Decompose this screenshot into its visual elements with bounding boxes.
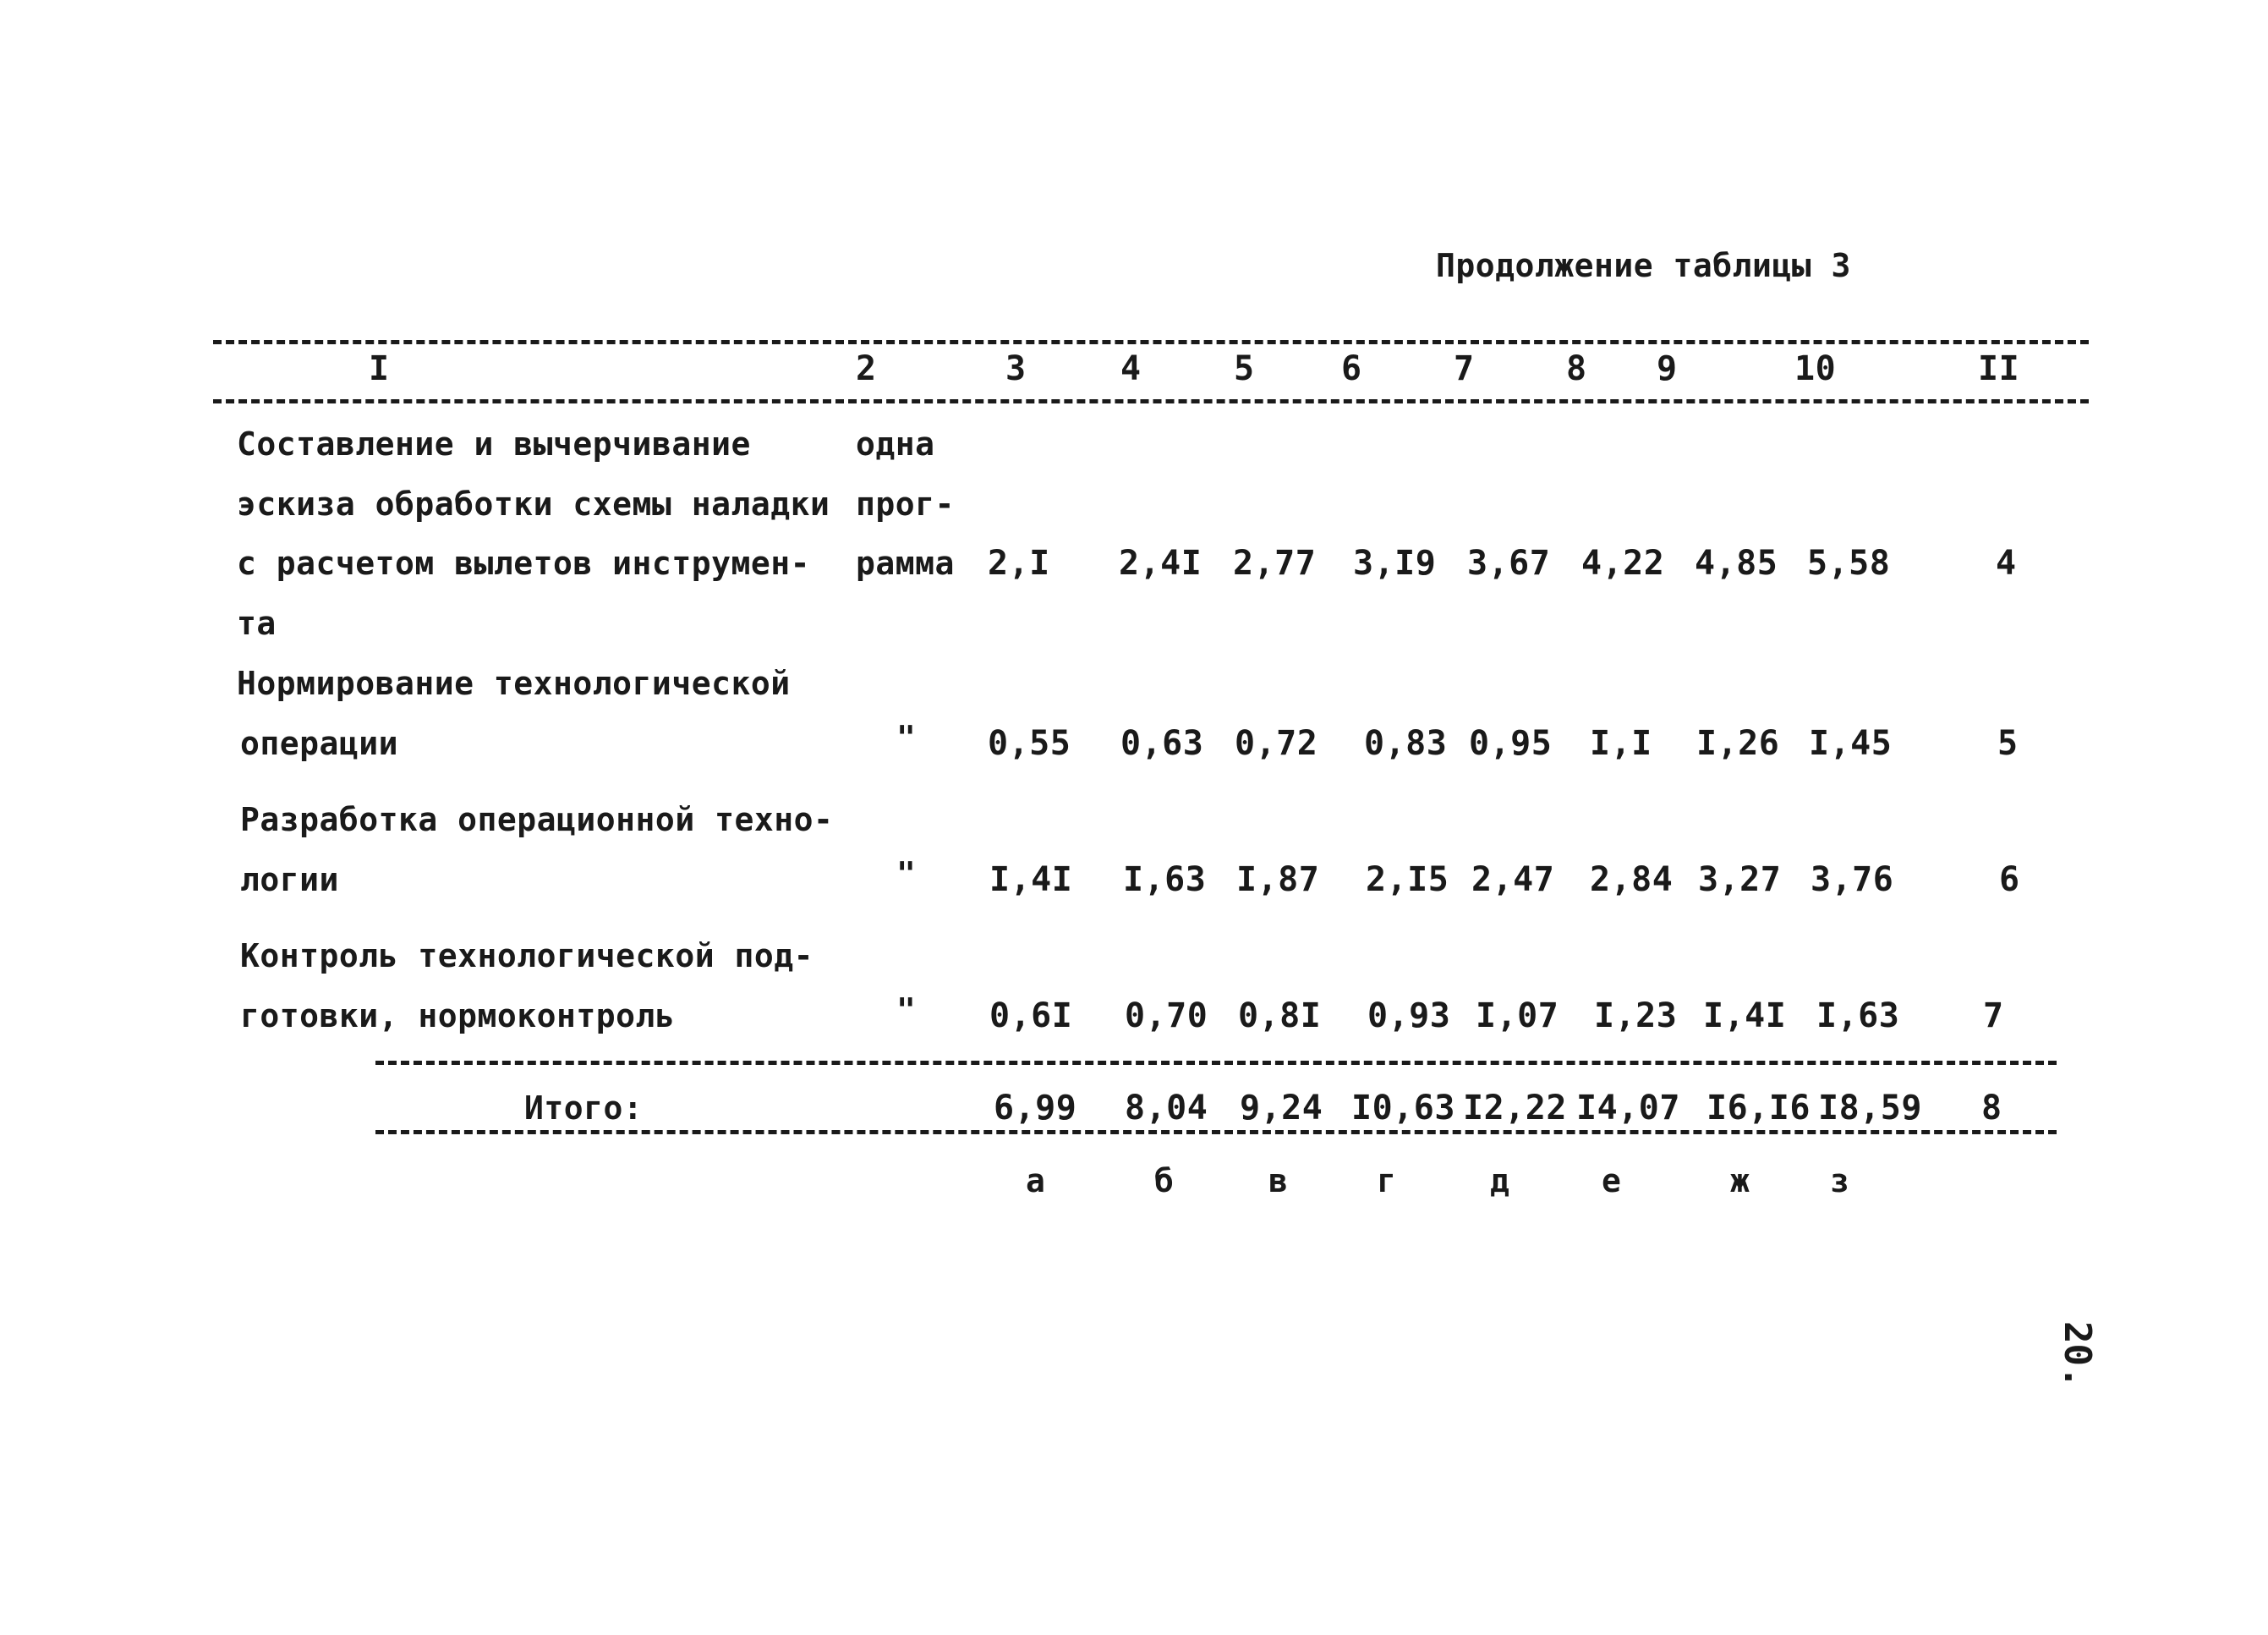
row-value-col8: I,I	[1590, 724, 1652, 763]
row-value-col9: 3,27	[1698, 860, 1782, 899]
row-name-line: с расчетом вылетов инструмен-	[237, 545, 810, 582]
header-bottom-rule	[213, 399, 2089, 403]
row-value-col5: 2,77	[1233, 544, 1317, 583]
row-value-col10: I,63	[1816, 996, 1900, 1035]
row-value-col4: 0,70	[1125, 996, 1208, 1035]
row-value-col9: I,4I	[1703, 996, 1787, 1035]
row-unit-line: рамма	[856, 545, 955, 582]
row-name-line: та	[237, 605, 277, 642]
letter-index: в	[1268, 1162, 1289, 1199]
row-value-col10: 5,58	[1807, 544, 1891, 583]
row-name-line: готовки, нормоконтроль	[240, 997, 676, 1034]
row-value-col6: 0,93	[1367, 996, 1451, 1035]
row-value-col5: I,87	[1236, 860, 1320, 899]
row-value-col3: 0,6I	[989, 996, 1073, 1035]
row-value-col4: 2,4I	[1119, 544, 1202, 583]
total-value-col4: 8,04	[1125, 1089, 1208, 1127]
total-code: 8	[1981, 1089, 2002, 1127]
row-value-col3: 2,I	[988, 544, 1050, 583]
row-value-col10: I,45	[1809, 724, 1893, 763]
letter-index: е	[1602, 1162, 1622, 1199]
ditto-mark: "	[896, 855, 917, 892]
column-header-10: 10	[1794, 349, 1837, 388]
row-value-col7: I,07	[1476, 996, 1559, 1035]
row-value-col6: 0,83	[1364, 724, 1448, 763]
row-unit-line: одна	[856, 425, 935, 463]
letter-index: ж	[1730, 1162, 1750, 1199]
page-number: 20.	[2056, 1321, 2099, 1389]
letter-index: з	[1830, 1162, 1850, 1199]
row-name-line: Контроль технологической под-	[240, 937, 814, 974]
row-value-col8: I,23	[1594, 996, 1678, 1035]
column-header-4: 4	[1120, 349, 1142, 388]
row-name-line: Нормирование технологической	[237, 665, 791, 702]
column-header-11: II	[1978, 349, 2020, 388]
total-bottom-rule	[375, 1130, 2057, 1134]
total-label: Итого:	[524, 1089, 644, 1127]
row-value-col9: I,26	[1696, 724, 1780, 763]
column-header-5: 5	[1234, 349, 1255, 388]
row-unit-line: прог-	[856, 486, 955, 523]
column-header-2: 2	[856, 349, 877, 388]
row-value-col4: I,63	[1123, 860, 1207, 899]
row-code: 5	[1997, 724, 2019, 763]
column-header-8: 8	[1566, 349, 1587, 388]
row-value-col10: 3,76	[1811, 860, 1894, 899]
row-name-line: логии	[240, 861, 339, 898]
row-value-col4: 0,63	[1120, 724, 1204, 763]
total-value-col10: I8,59	[1818, 1089, 1922, 1127]
row-value-col6: 2,I5	[1366, 860, 1449, 899]
row-name-line: операции	[240, 725, 399, 762]
row-value-col8: 2,84	[1590, 860, 1674, 899]
row-value-col7: 3,67	[1467, 544, 1551, 583]
total-value-col8: I4,07	[1576, 1089, 1680, 1127]
row-value-col7: 0,95	[1469, 724, 1553, 763]
row-name-line: эскиза обработки схемы наладки	[237, 486, 830, 523]
letter-index: г	[1377, 1162, 1397, 1199]
total-value-col9: I6,I6	[1706, 1089, 1811, 1127]
row-value-col9: 4,85	[1695, 544, 1778, 583]
column-header-3: 3	[1005, 349, 1027, 388]
row-value-col7: 2,47	[1471, 860, 1555, 899]
row-code: 6	[1999, 860, 2020, 899]
table-caption: Продолжение таблицы 3	[1436, 247, 1851, 284]
header-top-rule	[213, 340, 2089, 344]
total-value-col6: I0,63	[1351, 1089, 1455, 1127]
column-header-6: 6	[1341, 349, 1362, 388]
row-code: 7	[1983, 996, 2004, 1035]
letter-index: б	[1154, 1162, 1175, 1199]
column-header-1: I	[369, 349, 390, 388]
row-value-col3: I,4I	[989, 860, 1073, 899]
row-value-col3: 0,55	[988, 724, 1071, 763]
total-value-col3: 6,99	[994, 1089, 1077, 1127]
row-code: 4	[1996, 544, 2017, 583]
letter-index: а	[1026, 1162, 1046, 1199]
total-top-rule	[375, 1061, 2057, 1065]
row-name-line: Составление и вычерчивание	[237, 425, 751, 463]
column-header-9: 9	[1657, 349, 1678, 388]
column-header-7: 7	[1454, 349, 1475, 388]
total-value-col5: 9,24	[1240, 1089, 1323, 1127]
ditto-mark: "	[896, 991, 917, 1029]
total-value-col7: I2,22	[1463, 1089, 1567, 1127]
letter-index: д	[1490, 1162, 1510, 1199]
row-value-col8: 4,22	[1581, 544, 1665, 583]
row-value-col5: 0,8I	[1238, 996, 1322, 1035]
row-value-col5: 0,72	[1235, 724, 1318, 763]
ditto-mark: "	[896, 719, 917, 756]
row-name-line: Разработка операционной техно-	[240, 801, 834, 838]
row-value-col6: 3,I9	[1353, 544, 1437, 583]
